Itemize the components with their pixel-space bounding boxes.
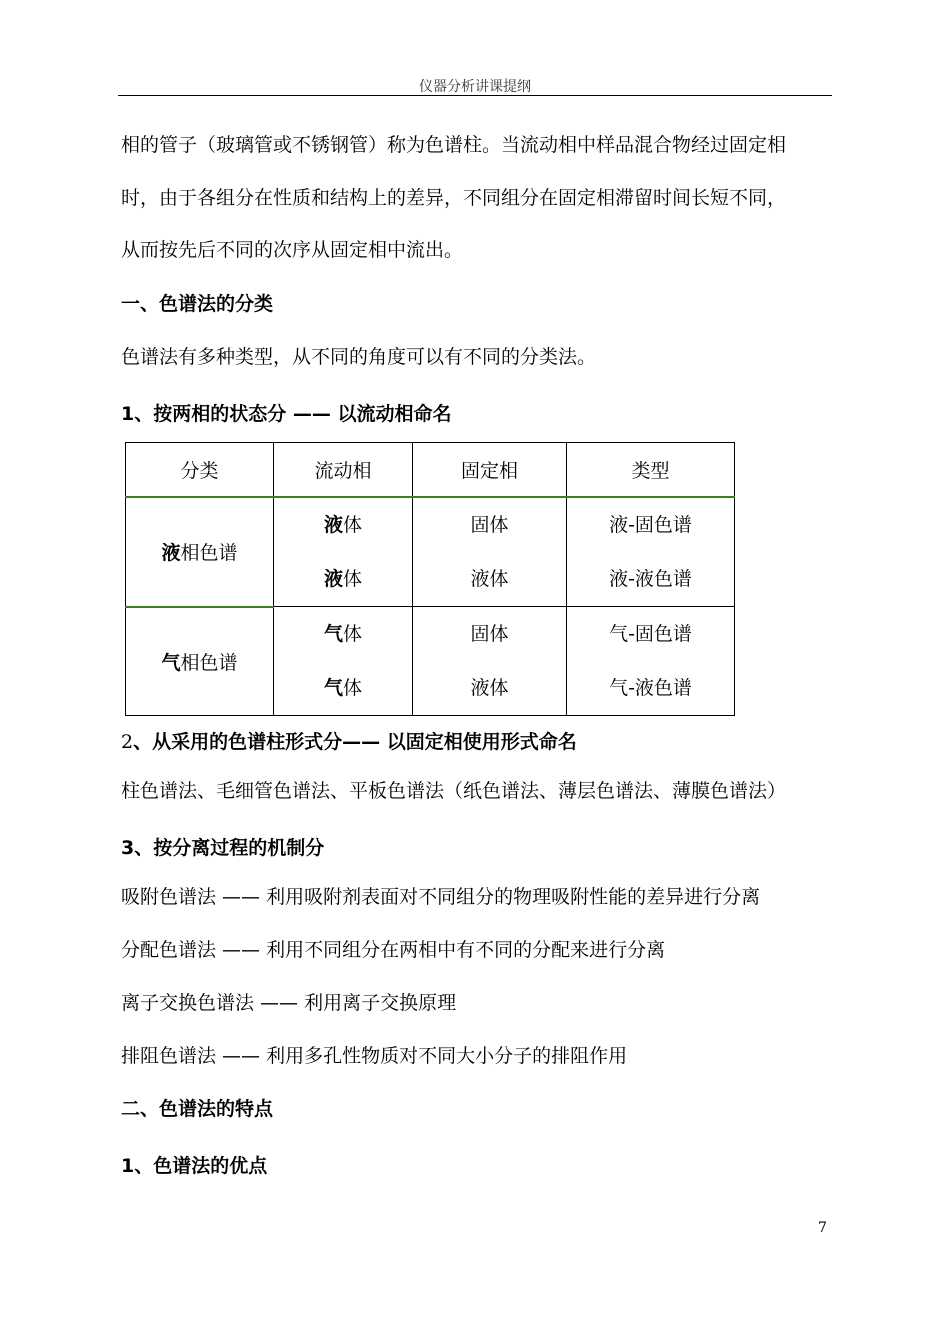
type-cell: 液-固色谱 液-液色谱: [567, 497, 735, 607]
paragraph-line: 从而按先后不同的次序从固定相中流出。: [121, 239, 464, 261]
subsection-heading: 1、按两相的状态分 —— 以流动相命名: [121, 403, 452, 425]
table-header-cell: 流动相: [274, 443, 413, 498]
table-header-row: [126, 443, 735, 498]
type-cell: 气-固色谱 气-液色谱: [567, 607, 735, 716]
mobile-phase-cell: 气体 气体: [274, 607, 413, 716]
category-cell: 气相色谱: [126, 607, 274, 716]
list-item: 分配色谱法 —— 利用不同组分在两相中有不同的分配来进行分离: [121, 939, 666, 961]
table-header-cell: 类型: [567, 443, 735, 498]
section-intro: 色谱法有多种类型，从不同的角度可以有不同的分类法。: [121, 346, 597, 368]
table-row: [126, 497, 735, 607]
page-header: 仪器分析讲课提纲: [419, 79, 531, 95]
list-item: 吸附色谱法 —— 利用吸附剂表面对不同组分的物理吸附性能的差异进行分离: [121, 886, 761, 908]
table-header-cell: 固定相: [413, 443, 567, 498]
classification-table: [125, 442, 735, 716]
mobile-phase-cell: 液体 液体: [274, 497, 413, 607]
page-number: 7: [818, 1220, 827, 1236]
subsection-heading: 3、按分离过程的机制分: [121, 837, 325, 859]
category-cell: 液相色谱: [126, 497, 274, 607]
subsection-body: 柱色谱法、毛细管色谱法、平板色谱法（纸色谱法、薄层色谱法、薄膜色谱法）: [121, 780, 787, 802]
table-header-cell: 分类: [126, 443, 274, 498]
section-heading: 一、色谱法的分类: [121, 293, 274, 315]
header-divider: [118, 95, 832, 96]
stationary-phase-cell: 固体 液体: [413, 497, 567, 607]
subsection-heading: 1、色谱法的优点: [121, 1155, 268, 1177]
paragraph-line: 时，由于各组分在性质和结构上的差异，不同组分在固定相滞留时间长短不同，: [121, 187, 787, 209]
list-item: 排阻色谱法 —— 利用多孔性物质对不同大小分子的排阻作用: [121, 1045, 628, 1067]
list-item: 离子交换色谱法 —— 利用离子交换原理: [121, 992, 457, 1014]
subsection-heading: 2、从采用的色谱柱形式分—— 以固定相使用形式命名: [121, 731, 577, 753]
table-row: [126, 607, 735, 716]
stationary-phase-cell: 固体 液体: [413, 607, 567, 716]
paragraph-line: 相的管子（玻璃管或不锈钢管）称为色谱柱。当流动相中样品混合物经过固定相: [121, 134, 787, 156]
section-heading: 二、色谱法的特点: [121, 1098, 274, 1120]
